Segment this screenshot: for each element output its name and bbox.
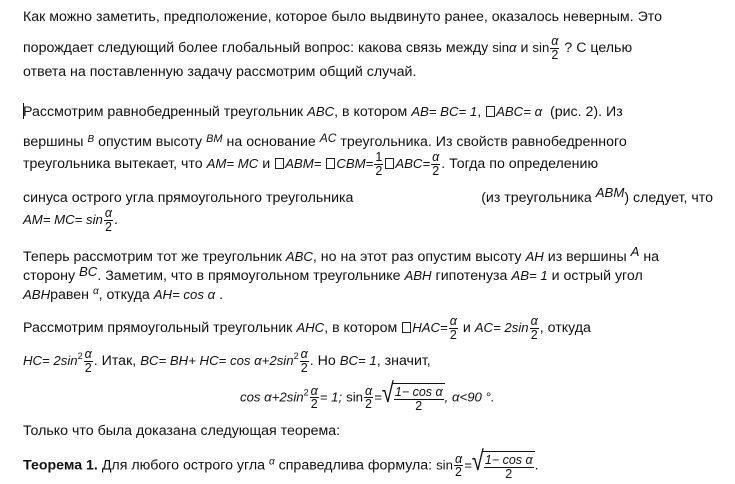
text-run: , значит, xyxy=(376,353,431,369)
math-sin: sin xyxy=(346,389,363,405)
text-run: , откуда xyxy=(98,287,150,303)
square-root xyxy=(471,444,535,481)
fraction-numerator: 1 xyxy=(375,150,383,164)
math-alpha: α xyxy=(269,456,275,468)
math-AC: AC xyxy=(319,131,337,145)
math-AB-BC-1: AB= BC= 1 xyxy=(411,104,478,119)
angle-symbol-icon xyxy=(402,322,411,333)
math-ABH: ABH xyxy=(23,287,51,302)
math-eq: = xyxy=(374,389,382,405)
fraction-denominator: 2 xyxy=(505,466,513,481)
math-BC-sum: BC= BH+ HC= cos α+2sin xyxy=(140,353,294,368)
angle-symbol-icon xyxy=(385,158,394,169)
fraction-denominator: 2 xyxy=(432,163,440,178)
text-run: Как можно заметить, предположение, которое было выдвинуто ранее, оказалось неверным. Это xyxy=(23,9,662,25)
text-run: , но на этот раз опустим высоту xyxy=(312,249,522,265)
fraction-denominator: 2 xyxy=(415,398,423,413)
text-line xyxy=(23,347,713,374)
text-run: из вершины xyxy=(547,249,627,265)
fraction-denominator: 2 xyxy=(455,465,462,479)
fraction-denominator: 2 xyxy=(84,360,92,375)
fraction-denominator: 2 xyxy=(104,219,112,234)
text-run: справедлива формула: xyxy=(278,457,433,474)
math-AH-cos: AH= cos α xyxy=(153,287,216,302)
fraction-alpha-2 xyxy=(300,348,309,374)
text-run: , в котором xyxy=(334,104,408,120)
math-eq-1: = 1; xyxy=(319,389,343,405)
math-AM-MC: AM= MC xyxy=(206,155,259,171)
text-line xyxy=(23,283,713,304)
fraction-numerator: α xyxy=(104,206,113,220)
text-run: равен xyxy=(50,287,90,303)
text-line xyxy=(23,63,713,81)
math-CBM: CBM= xyxy=(336,155,374,171)
math-exponent: 2 xyxy=(77,351,83,361)
math-ABM: ABM xyxy=(285,155,314,171)
math-sin: sin xyxy=(532,39,550,55)
fraction-denominator: 2 xyxy=(551,47,559,62)
math-alpha: α xyxy=(509,39,517,55)
math-AH: AH xyxy=(525,249,544,264)
text-line xyxy=(23,184,713,207)
text-run: . Но xyxy=(309,353,336,369)
fraction-alpha-2 xyxy=(104,207,113,233)
fraction-alpha-2 xyxy=(454,453,463,479)
fraction-denominator: 2 xyxy=(310,397,318,411)
fraction-alpha-2 xyxy=(84,348,93,374)
math-A: A xyxy=(630,244,640,259)
fraction-numerator: 1− cos α xyxy=(484,453,533,467)
text-run: (рис. 2). Из xyxy=(550,104,623,120)
text-run: ) следует, что xyxy=(624,190,713,206)
text-run: и xyxy=(520,39,529,56)
text-run: ответа на поставленную задачу рассмотрим общий случай. xyxy=(23,64,417,80)
fraction-1-2 xyxy=(374,151,383,177)
text-run: Для любого острого угла xyxy=(101,457,266,474)
fraction-alpha-2 xyxy=(550,35,559,61)
text-run: ? С целью xyxy=(564,39,633,56)
text-line xyxy=(23,422,713,440)
math-ABC: ABC xyxy=(285,249,313,264)
math-BC-1: BC= 1 xyxy=(339,353,377,368)
text-run: , в котором xyxy=(324,319,398,336)
math-AM-MC-sin: AM= MC= sin xyxy=(23,211,103,227)
text-run: на основание xyxy=(226,134,316,150)
text-run: . xyxy=(219,287,224,303)
math-ABM: ABM xyxy=(595,185,625,200)
text-run: . Заметим, что в прямоугольном треугольнике xyxy=(97,268,401,284)
fraction-numerator: α xyxy=(84,347,92,362)
fraction-alpha-2 xyxy=(364,385,373,411)
math-ABC-eq: ABC= xyxy=(395,155,431,171)
fraction-numerator: α xyxy=(454,451,463,466)
fraction-numerator: α xyxy=(530,314,538,328)
math-AHC: AHC xyxy=(296,319,325,335)
math-alpha-lt-90: α<90 °. xyxy=(451,389,495,405)
math-BM: BM xyxy=(206,133,223,145)
text-run: , откуда xyxy=(539,319,591,336)
text-run: . xyxy=(534,457,539,474)
theorem-title: Теорема 1. xyxy=(23,457,98,474)
text-line xyxy=(23,103,713,121)
math-ABH: ABH xyxy=(404,268,432,283)
text-run: Рассмотрим равнобедренный треугольник xyxy=(23,104,304,120)
fraction-alpha-2 xyxy=(310,385,319,411)
math-alpha: α xyxy=(92,286,99,297)
angle-symbol-icon xyxy=(326,158,335,169)
text-run: , xyxy=(477,104,482,120)
text-run: вершины xyxy=(23,134,84,150)
text-run: гипотенуза xyxy=(435,268,508,284)
math-eq: = xyxy=(464,457,472,473)
math-AC-2sin: AC= 2sin xyxy=(474,319,529,335)
text-run: (из треугольника xyxy=(481,190,592,206)
fraction-numerator: α xyxy=(432,150,440,164)
text-run: Рассмотрим прямоугольный треугольник xyxy=(23,319,293,336)
text-run: и острый угол xyxy=(551,268,643,284)
text-run: и xyxy=(462,319,471,336)
text-run: . Итак, xyxy=(93,353,137,369)
radical-sign-icon: √ xyxy=(381,376,394,409)
fraction-1-cos-2 xyxy=(394,386,444,412)
math-cos-2sin: cos α+2sin xyxy=(240,389,304,405)
text-run: порождает следующий более глобальный вопрос: какова связь между xyxy=(23,39,489,56)
text-run: . Тогда по определению xyxy=(441,155,599,172)
text-line xyxy=(23,263,713,285)
fraction-numerator: α xyxy=(300,347,308,362)
math-exponent: 2 xyxy=(303,387,309,398)
square-root xyxy=(381,376,445,413)
math-sin: sin xyxy=(492,39,510,55)
equation-line: $\cos \alpha+2\sin^2$ $\frac{\alpha}{2}$ = 1; sin $\frac{\alpha}{2}$ = √ $\frac{\text{1− cos α}}{2}$ , α<90 °. xyxy=(240,383,660,412)
text-run: и xyxy=(262,155,271,172)
angle-symbol-icon xyxy=(275,158,284,169)
text-run: Только что была доказана следующая теорема: xyxy=(23,423,341,439)
fraction-numerator: α xyxy=(310,383,318,398)
math-B: B xyxy=(87,134,95,145)
math-HC-2sin: HC= 2sin xyxy=(23,353,78,368)
text-run: на xyxy=(643,249,660,265)
text-line: треугольника вытекает, что AM= MC и ABM= CBM= $\frac{1}{2}$ ABC= $\frac{\alpha}{2}$ . Тогда по определению xyxy=(23,150,599,178)
fraction-denominator: 2 xyxy=(365,397,372,411)
math-ABC: ABC xyxy=(307,104,335,119)
math-AB-1: AB= 1 xyxy=(511,268,548,283)
fraction-numerator: α xyxy=(364,383,373,398)
math-angle-ABC: ABC= α xyxy=(496,104,543,119)
text-run: треугольника вытекает, что xyxy=(23,155,203,172)
theorem-line xyxy=(23,444,713,481)
fraction-denominator: 2 xyxy=(300,360,308,375)
text-line xyxy=(23,129,713,151)
math-sin: sin xyxy=(436,457,453,473)
fraction-numerator: 1− cos α xyxy=(394,385,443,399)
math-exponent: 2 xyxy=(293,351,299,361)
fraction-numerator: α xyxy=(551,34,559,48)
fraction-alpha-2 xyxy=(530,315,539,341)
text-run: синуса острого угла прямоугольного треугольника xyxy=(23,190,354,206)
text-run: сторону xyxy=(23,268,76,284)
text-line: AM= MC= sin $\frac{\alpha}{2}$ . xyxy=(23,206,118,234)
fraction-denominator: 2 xyxy=(375,163,383,178)
angle-symbol-icon xyxy=(486,106,495,117)
text-run: треугольника. Из свойств равнобедренного xyxy=(340,134,627,150)
text-run: Теперь рассмотрим тот же треугольник xyxy=(23,249,282,265)
fraction-alpha-2 xyxy=(449,315,458,341)
text-line xyxy=(23,35,713,61)
fraction-alpha-2 xyxy=(431,151,440,177)
fraction-denominator: 2 xyxy=(449,327,457,342)
fraction-1-cos-2 xyxy=(484,454,534,480)
text-line xyxy=(23,315,713,341)
fraction-denominator: 2 xyxy=(530,327,538,342)
text-run: опустим высоту xyxy=(98,134,203,150)
text-line xyxy=(23,8,713,26)
math-BC: BC xyxy=(79,264,98,279)
math-HAC: HAC= xyxy=(412,319,448,335)
radical-sign-icon: √ xyxy=(471,444,484,477)
fraction-numerator: α xyxy=(449,314,457,328)
